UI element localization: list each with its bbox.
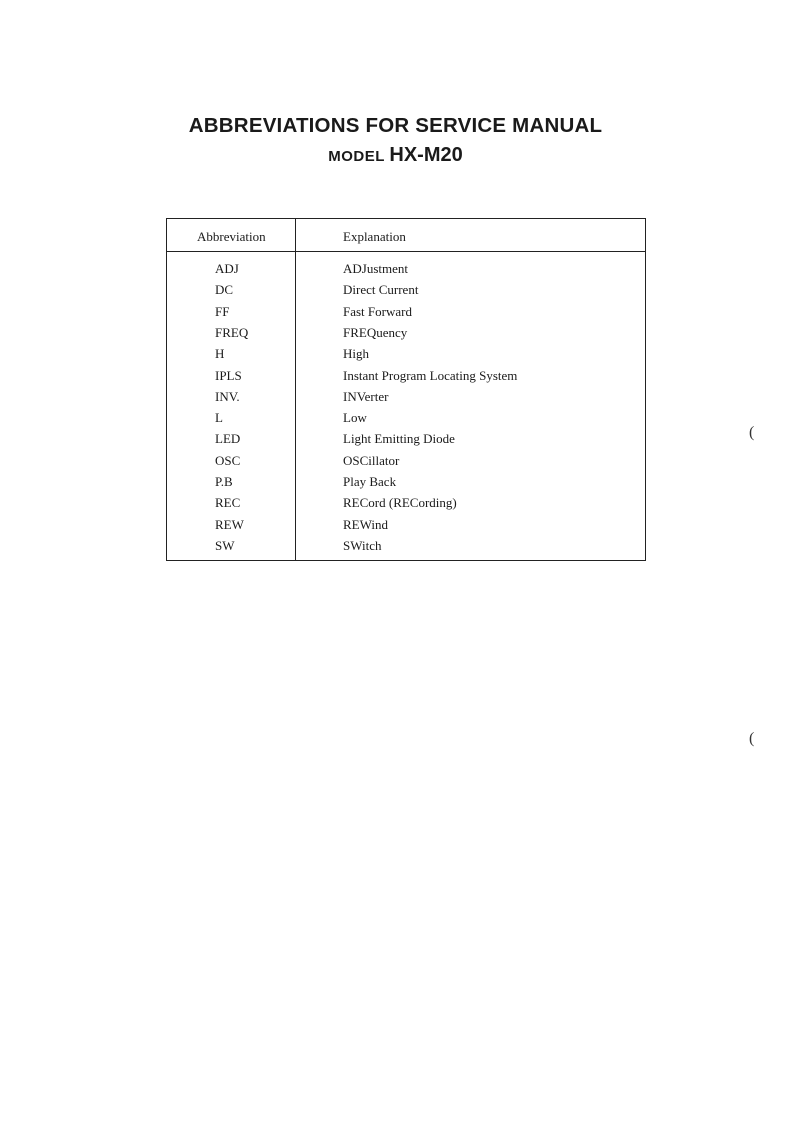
explanation-cell: Low [343, 410, 367, 426]
abbreviation-cell: FF [215, 303, 230, 319]
table-row [167, 410, 645, 431]
explanation-cell: REWind [343, 516, 388, 532]
explanation-cell: RECord (RECording) [343, 495, 457, 511]
table-row [167, 474, 645, 495]
table-row [167, 431, 645, 452]
margin-mark: ( [749, 730, 755, 747]
table-row [167, 282, 645, 303]
table-row [167, 346, 645, 367]
model-line [0, 144, 791, 167]
abbreviation-cell: P.B [215, 474, 233, 489]
explanation-cell: SWitch [343, 537, 382, 553]
explanation-cell: High [343, 346, 369, 362]
table-row [167, 304, 645, 325]
explanation-cell: Fast Forward [343, 303, 412, 319]
header-explanation: Explanation [343, 229, 406, 244]
abbreviation-cell: H [215, 346, 225, 362]
abbreviation-cell: FREQ [215, 324, 249, 340]
explanation-cell: Instant Program Locating System [343, 367, 518, 383]
margin-mark: ( [749, 424, 755, 441]
explanation-cell: INVerter [343, 388, 389, 404]
abbreviation-cell: DC [215, 282, 234, 298]
abbreviation-cell: SW [215, 537, 235, 553]
abbreviation-cell: REW [215, 516, 244, 532]
explanation-cell: Direct Current [343, 282, 419, 298]
explanation-cell: FREQuency [343, 324, 408, 340]
header-divider [167, 251, 645, 252]
abbreviation-cell: L [215, 410, 223, 426]
header-abbreviation: Abbreviation [197, 229, 266, 244]
explanation-cell: ADJustment [343, 261, 408, 276]
table-row [167, 261, 645, 282]
table-row [167, 538, 645, 559]
explanation-cell: OSCillator [343, 452, 400, 468]
abbreviation-cell: IPLS [215, 367, 242, 383]
abbreviation-cell: LED [215, 431, 241, 447]
abbreviation-cell: OSC [215, 452, 241, 468]
abbreviation-cell: REC [215, 495, 241, 511]
page-title: ABBREVIATIONS FOR SERVICE MANUAL [188, 114, 603, 137]
model-prefix: MODEL [328, 148, 385, 165]
table-row [167, 495, 645, 516]
model-name: HX-M20 [389, 144, 463, 166]
table-row [167, 517, 645, 538]
explanation-cell: Play Back [343, 474, 397, 489]
table-row [167, 453, 645, 474]
table-row [167, 325, 645, 346]
abbreviation-table [166, 218, 646, 561]
table-row [167, 368, 645, 389]
abbreviation-cell: ADJ [215, 261, 239, 276]
table-row [167, 389, 645, 410]
explanation-cell: Light Emitting Diode [343, 431, 455, 447]
abbreviation-cell: INV. [215, 388, 240, 404]
